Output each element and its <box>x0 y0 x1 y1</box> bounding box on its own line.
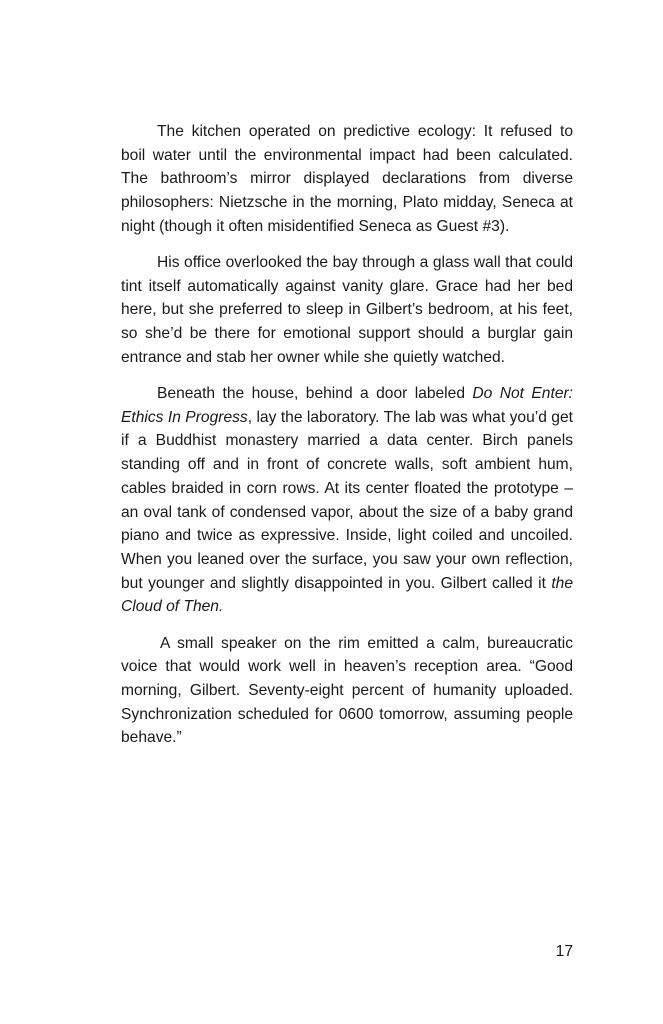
cloud-of-then-italic: the Cloud of Then. <box>121 574 573 616</box>
door-label-italic: Do Not Enter: Ethics In Progress <box>121 385 574 426</box>
paragraph-2: His office overlooked the bay through a glass wall that could tint itself automatically against vanity glare. Grace had her bed here, but she preferred to sleep in Gilbert’s bedroom, at his feet, so she’d be there for emotional support should a burglar gain entrance and stab her owner while she quietly watched. <box>121 254 573 366</box>
paragraph-3-text-a: Beneath the house, behind a door labeled <box>157 385 473 403</box>
body-text <box>121 120 573 763</box>
page-number: 17 <box>555 943 573 960</box>
paragraph-3-text-b: , lay the laboratory. The lab was what you’d get if a Buddhist monastery married a data center. Birch panels standing off and in front of concrete walls, soft ambient hum, cables braided in corn rows. At its center floated the prototype – an oval tank of condensed vapor, about the size of a baby grand piano and twice as expressive. Inside, light coiled and uncoiled. When you leaned over the surface, you saw your own reflection, but younger and slightly disappointed in you. Gilbert called it <box>121 408 573 592</box>
paragraph-3 <box>121 382 573 619</box>
paragraph-1: The kitchen operated on predictive ecology: It refused to boil water until the environmental impact had been calculated. The bathroom’s mirror displayed declarations from diverse philosophers: Nietzsche in the morning, Plato midday, Seneca at night (though it often misidentified Seneca as Guest #3). <box>121 123 573 235</box>
paragraph-4: A small speaker on the rim emitted a calm, bureaucratic voice that would work well in heaven’s reception area. “Good morning, Gilbert. Seventy-eight percent of humanity uploaded. Synchronization scheduled for 0600 tomorrow, assuming people behave.” <box>121 634 573 747</box>
